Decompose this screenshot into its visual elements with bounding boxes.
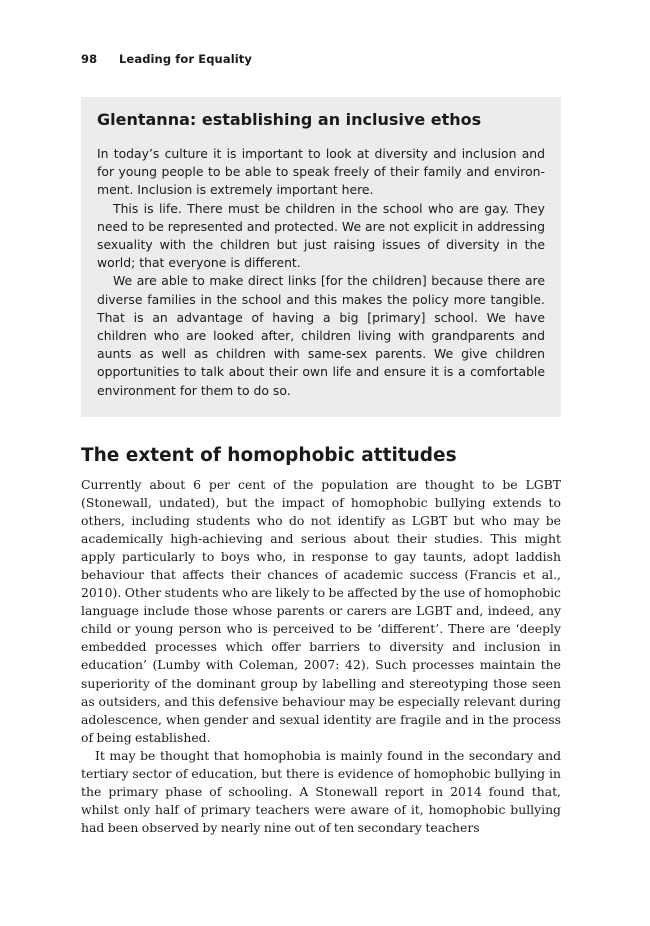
body-text: [81, 476, 561, 837]
case-study-paragraph: We are able to make direct links [for the children] because there are diverse families in the school and this makes the policy more tangible. That is an advantage of having a big [primary] school. We have children who are looked after, children living with grandparents and aunts as well as children with same-sex parents. We give children opportunities to talk about their own life and ensure it is a comfortable environment for them to do so.: [97, 273, 545, 398]
section-heading: The extent of homophobic attitudes: [81, 445, 457, 466]
book-title: Leading for Equality: [119, 52, 252, 66]
body-paragraph: Currently about 6 per cent of the population are thought to be LGBT (Stonewall, undated), but the impact of homophobic bullying extends to others, including students who do not identify as LGBT but who may be academically high-achieving and serious about their studies. This might apply particularly to boys who, in response to gay taunts, adopt laddish behaviour that affects their chances of academic success (Francis et al., 2010). Other students who are likely to be affected by the use of homophobic language include those whose parents or carers are LGBT and, indeed, any child or young person who is perceived to be ‘different’. There are ‘deeply embedded processes which offer barriers to diversity and inclusion in education’ (Lumby with Coleman, 2007: 42). Such processes maintain the superiority of the dominant group by labelling and stereotyping those seen as outsiders, and this defensive behaviour may be especially relevant during adolescence, when gender and sexual identity are fragile and in the process of being established.: [81, 477, 561, 745]
case-study-paragraph: This is life. There must be children in the school who are gay. They need to be represented and protected. We are not explicit in addressing sexuality with the children but just raising issues of diversity in the world; that everyone is different.: [97, 200, 545, 271]
page-number: 98: [81, 52, 98, 66]
case-study-box: [81, 97, 561, 417]
running-head: [81, 52, 252, 66]
body-paragraph: It may be thought that homophobia is mainly found in the secondary and tertiary sector of education, but there is evidence of homophobic bullying in the primary phase of schooling. A Stonewall report in 2014 found that, whilst only half of primary teachers were aware of it, homophobic bullying had been observed by nearly nine out of ten secondary teachers: [81, 747, 561, 835]
case-study-title: Glentanna: establishing an inclusive ethos: [97, 110, 482, 129]
case-study-paragraph: In today’s culture it is important to look at diversity and inclusion and for young people to be able to speak freely of their family and environment. Inclusion is extremely important here.: [97, 146, 545, 198]
